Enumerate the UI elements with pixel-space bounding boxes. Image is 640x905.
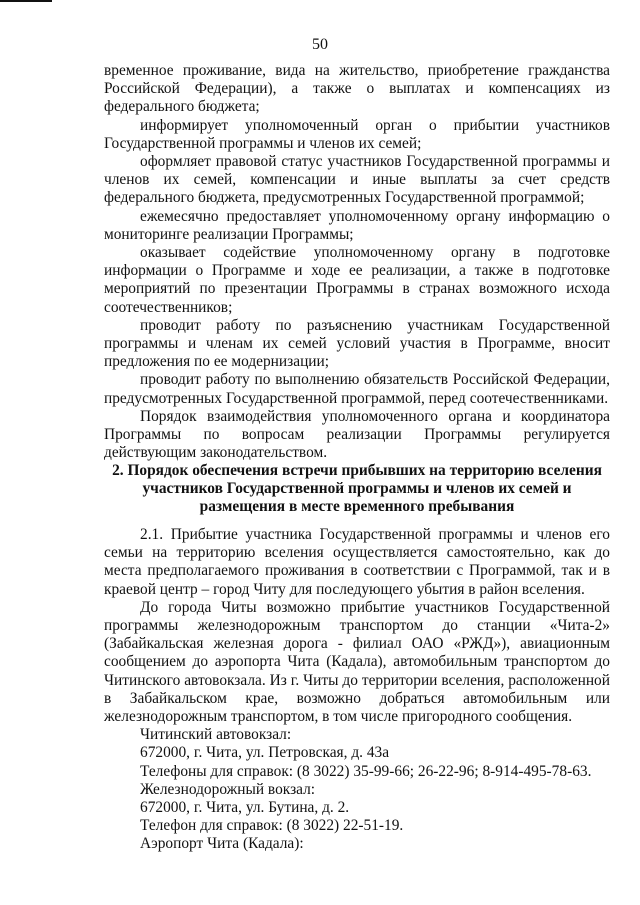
section2-body [104,526,610,854]
paragraph-arrival: 2.1. Прибытие участника Государственной программы и членов его семьи на территорию вселения осуществляется самостоятельно, как до места предполагаемого проживания в соответствии с Программой, так и в краевой центр – город Читу для последующего убытия в район вселения. [104,526,610,598]
railway-station-title: Железнодорожный вокзал: [140,780,316,798]
paragraph-obligations: проводит работу по выполнению обязательств Российской Федерации, предусмотренных Государственной программой, перед соотечественниками. [104,371,610,407]
paragraph-transport: До города Читы возможно прибытие участников Государственной программы железнодорожным транспортом до станции «Чита-2» (Забайкальская железная дорога - филиал ОАО «РЖД»), авиационным сообщением до аэропорта Чита (Кадала), автомобильным транспортом до Читинского автовокзала. Из г. Читы до территории вселения, расположенной в Забайкальском крае, возможно добраться автомобильным или железнодорожным транспортом, в том числе пригородного сообщения. [104,598,610,726]
paragraph-continuation: временное проживание, вида на жительство, приобретение гражданства Российской Федерации), а также о выплатах и компенсациях из федерального бюджета; [104,62,610,116]
bus-station-title: Читинский автовокзал: [140,726,292,744]
paragraph-monthly: ежемесячно предоставляет уполномоченному органу информацию о мониторинге реализации Программы; [104,207,610,243]
scan-edge-mark [0,0,52,2]
paragraph-status: оформляет правовой статус участников Государственной программы и членов их семей, компенсации и иные выплаты за счет средств федерального бюджета, предусмотренных Государственной программой; [104,153,610,207]
section2-heading: 2. Порядок обеспечения встречи прибывших на территорию вселения участников Государственной программы и членов их семей и размещения в месте временного пребывания [112,462,602,516]
page-number: 50 [312,36,328,53]
bus-station-address: 672000, г. Чита, ул. Петровская, д. 43а [140,744,390,762]
paragraph-informs: информирует уполномоченный орган о прибытии участников Государственной программы и членов их семей; [104,116,610,152]
paragraph-explain: проводит работу по разъяснению участникам Государственной программы и членам их семей условий участия в Программе, вносит предложения по ее модернизации; [104,316,610,371]
paragraph-assist: оказывает содействие уполномоченному органу в подготовке информации о Программе и ходе ее реализации, а также в подготовке мероприятий по презентации Программы в странах возможного исхода соотечественников; [104,244,610,316]
paragraph-procedure: Порядок взаимодействия уполномоченного органа и координатора Программы по вопросам реализации Программы регулируется действующим законодательством. [104,407,610,462]
bus-station-phones: Телефоны для справок: (8 3022) 35-99-66; 26-22-96; 8-914-495-78-63. [140,762,592,780]
section1-body [104,62,610,462]
railway-station-address: 672000, г. Чита, ул. Бутина, д. 2. [140,799,350,817]
airport-title: Аэропорт Чита (Кадала): [140,835,304,853]
railway-station-phone: Телефон для справок: (8 3022) 22-51-19. [140,817,404,835]
